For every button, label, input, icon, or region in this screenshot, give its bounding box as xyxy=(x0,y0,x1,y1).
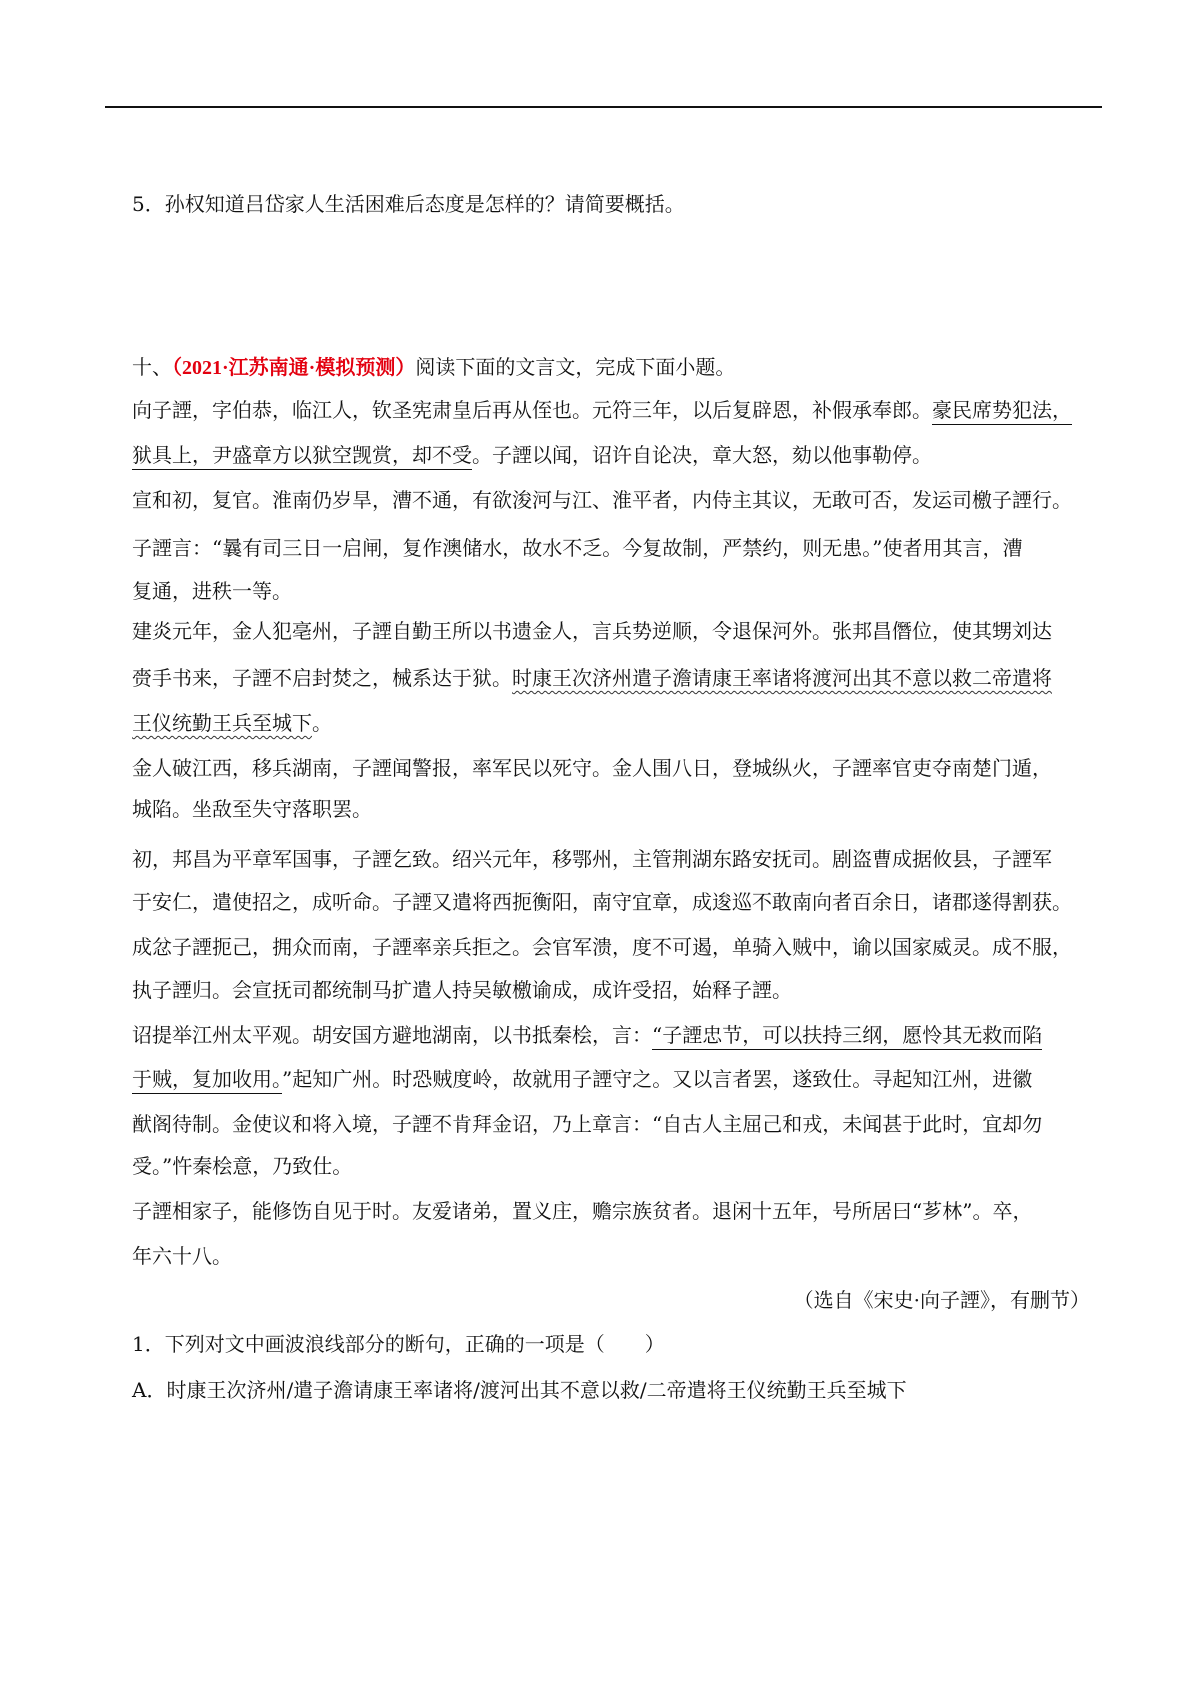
wavy-underlined-text: 时康王次济州遣子澹请康王率诸将渡河出其不意以救二帝遣将 xyxy=(512,666,1052,690)
underlined-text: 豪民席势犯法， xyxy=(932,398,1072,425)
passage-line: 宣和初，复官。淮南仍岁旱，漕不通，有欲浚河与江、淮平者，内侍主其议，无敢可否，发运司檄子諲行。 xyxy=(132,488,1072,512)
passage-line xyxy=(132,394,1072,423)
underlined-text: “子諲忠节，可以扶持三纲，愿怜其无救而陷 xyxy=(652,1023,1042,1050)
passage-line: 猷阁待制。金使议和将入境，子諲不肯拜金诏，乃上章言：“自古人主屈己和戎，未闻甚于此时，宜却勿 xyxy=(132,1112,1043,1136)
passage-line: 城陷。坐敌至失守落职罢。 xyxy=(132,797,372,821)
underlined-text: 狱具上，尹盛章方以狱空觊赏，却不受 xyxy=(132,443,472,470)
text-span: 赍手书来，子諲不启封焚之，械系达于狱。 xyxy=(132,666,512,690)
passage-line xyxy=(132,662,1052,691)
underlined-text: 于贼，复加收用。 xyxy=(132,1067,282,1094)
passage-line xyxy=(132,1019,1042,1048)
section-instruction: 阅读下面的文言文，完成下面小题。 xyxy=(415,355,736,379)
text-span: ”起知广州。时恐贼度岭，故就用子諲守之。又以言者罢，遂致仕。寻起知江州，进徽 xyxy=(282,1067,1033,1091)
question-1-option-a: A．时康王次济州/遣子澹请康王率诸将/渡河出其不意以救/二帝遣将王仪统勤王兵至城下 xyxy=(132,1378,907,1402)
passage-line: 执子諲归。会宣抚司都统制马扩遣人持吴敏檄谕成，成许受招，始释子諲。 xyxy=(132,978,792,1002)
text-span: 向子諲，字伯恭，临江人，钦圣宪肃皇后再从侄也。元符三年，以后复辟恩，补假承奉郎。 xyxy=(132,398,932,422)
section-source: （2021·江苏南通·模拟预测） xyxy=(172,357,416,379)
passage-line: 年六十八。 xyxy=(132,1244,232,1268)
question-1-stem: 1．下列对文中画波浪线部分的断句，正确的一项是（ ） xyxy=(132,1332,665,1356)
passage-line: 建炎元年，金人犯亳州，子諲自勤王所以书遗金人，言兵势逆顺，令退保河外。张邦昌僭位，使其甥刘达 xyxy=(132,619,1052,643)
passage-line xyxy=(132,707,332,736)
text-span: 诏提举江州太平观。胡安国方避地湖南，以书抵秦桧，言： xyxy=(132,1023,652,1047)
passage-line: 受。”忤秦桧意，乃致仕。 xyxy=(132,1154,353,1178)
header-rule xyxy=(105,106,1102,108)
text-span: 。子諲以闻，诏许自论决，章大怒，劾以他事勒停。 xyxy=(472,443,932,467)
passage-line xyxy=(132,439,932,468)
text-span: 。 xyxy=(312,711,332,735)
section-heading xyxy=(132,351,735,380)
passage-line: 初，邦昌为平章军国事，子諲乞致。绍兴元年，移鄂州，主管荆湖东路安抚司。剧盗曹成据攸县，子諲军 xyxy=(132,847,1052,871)
question-5: 5．孙权知道吕岱家人生活困难后态度是怎样的？请简要概括。 xyxy=(132,192,685,216)
passage-line: 成忿子諲扼己，拥众而南，子諲率亲兵拒之。会官军溃，度不可遏，单骑入贼中，谕以国家威灵。成不服， xyxy=(132,935,1072,959)
passage-line xyxy=(132,1063,1032,1092)
passage-line: 复通，进秩一等。 xyxy=(132,579,292,603)
passage-line: 于安仁，遣使招之，成听命。子諲又遣将西扼衡阳，南守宜章，成逡巡不敢南向者百余日，诸郡遂得割获。 xyxy=(132,890,1072,914)
wavy-underlined-text: 王仪统勤王兵至城下 xyxy=(132,711,312,735)
citation: （选自《宋史·向子諲》，有删节） xyxy=(793,1288,1090,1312)
passage-line: 金人破江西，移兵湖南，子諲闻警报，率军民以死守。金人围八日，登城纵火，子諲率官吏夺南楚门遁， xyxy=(132,756,1052,780)
passage-line: 子諲相家子，能修饬自见于时。友爱诸弟，置义庄，赡宗族贫者。退闲十五年，号所居曰“芗林”。卒， xyxy=(132,1199,1033,1223)
section-number: 十、 xyxy=(132,355,172,379)
passage-line: 子諲言：“曩有司三日一启闸，复作澳储水，故水不乏。今复故制，严禁约，则无患。”使者用其言，漕 xyxy=(132,536,1023,560)
